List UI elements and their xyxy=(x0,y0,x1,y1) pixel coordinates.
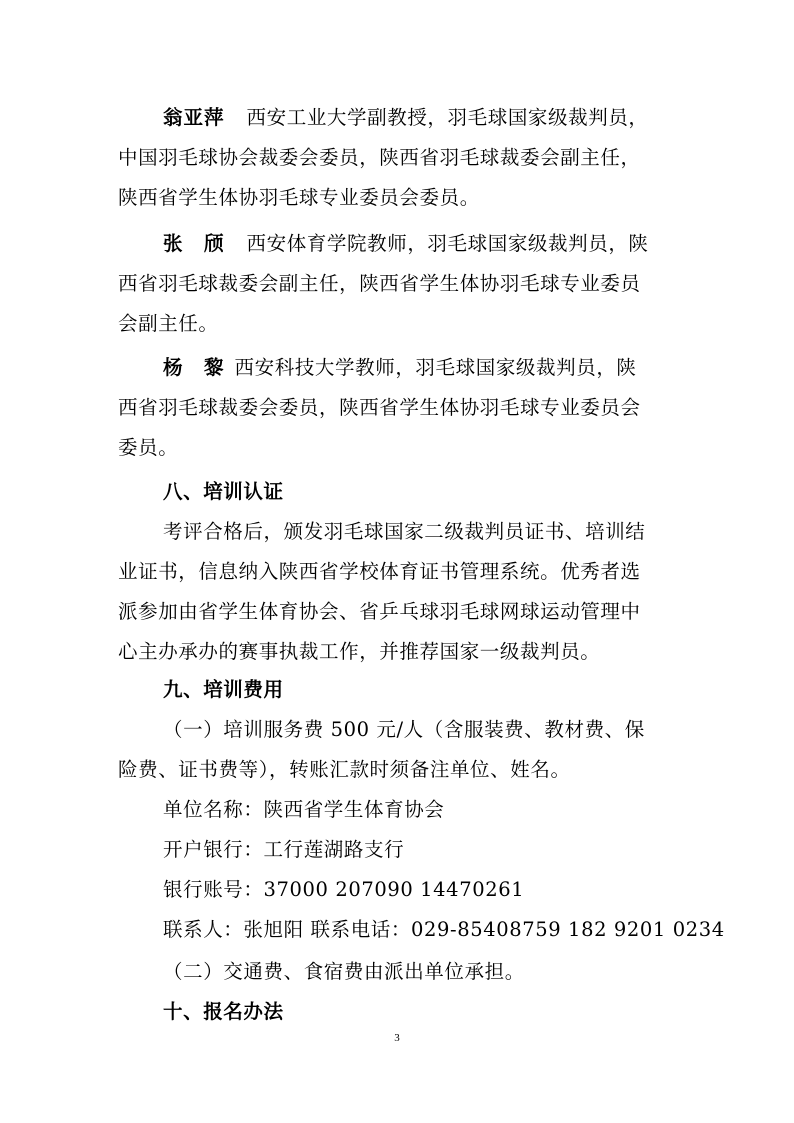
contact-info: 联系人：张旭阳 联系电话：029-85408759 182 9201 0234 xyxy=(163,918,725,941)
judge-2-name: 张 颀 xyxy=(163,232,225,255)
judge-1-name: 翁亚萍 xyxy=(163,106,225,129)
section-8-heading: 八、培训认证 xyxy=(163,480,284,503)
bank-account: 银行账号：37000 207090 14470261 xyxy=(163,878,525,901)
section-9-item-1-line-2: 险费、证书费等），转账汇款时须备注单位、姓名。 xyxy=(118,758,571,781)
unit-name: 单位名称：陕西省学生体育协会 xyxy=(163,798,445,821)
judge-1-desc-2: 中国羽毛球协会裁委会委员，陕西省羽毛球裁委会副主任， xyxy=(118,146,641,169)
judge-2-desc-3: 会副主任。 xyxy=(118,312,219,335)
judge-1-line-1 xyxy=(163,104,723,132)
section-9-heading: 九、培训费用 xyxy=(163,678,284,701)
section-8-line-4: 心主办承办的赛事执裁工作，并推荐国家一级裁判员。 xyxy=(118,640,601,663)
section-8-line-3: 派参加由省学生体育协会、省乒乓球羽毛球网球运动管理中 xyxy=(118,600,641,623)
section-8-line-1: 考评合格后，颁发羽毛球国家二级裁判员证书、培训结 xyxy=(163,520,646,543)
judge-3-name: 杨 黎 xyxy=(163,356,225,379)
judge-1-desc-1: 西安工业大学副教授，羽毛球国家级裁判员， xyxy=(246,106,649,129)
section-9-item-2: （二）交通费、食宿费由派出单位承担。 xyxy=(163,960,525,983)
section-9-item-1-line-1: （一）培训服务费 500 元/人（含服装费、教材费、保 xyxy=(163,718,645,741)
judge-2-line-1 xyxy=(163,230,723,258)
judge-2-desc-2: 西省羽毛球裁委会副主任，陕西省学生体协羽毛球专业委员 xyxy=(118,272,641,295)
judge-3-desc-3: 委员。 xyxy=(118,436,179,459)
judge-1-desc-3: 陕西省学生体协羽毛球专业委员会委员。 xyxy=(118,186,480,209)
section-10-heading: 十、报名办法 xyxy=(163,1000,284,1023)
section-8-line-2: 业证书，信息纳入陕西省学校体育证书管理系统。优秀者选 xyxy=(118,560,641,583)
judge-3-desc-1: 西安科技大学教师，羽毛球国家级裁判员，陕 xyxy=(234,356,637,379)
judge-3-desc-2: 西省羽毛球裁委会委员，陕西省学生体协羽毛球专业委员会 xyxy=(118,396,641,419)
bank-name: 开户银行：工行莲湖路支行 xyxy=(163,838,405,861)
judge-3-line-1 xyxy=(163,354,723,382)
page-number: 3 xyxy=(394,1032,400,1044)
judge-2-desc-1: 西安体育学院教师，羽毛球国家级裁判员，陕 xyxy=(246,232,649,255)
